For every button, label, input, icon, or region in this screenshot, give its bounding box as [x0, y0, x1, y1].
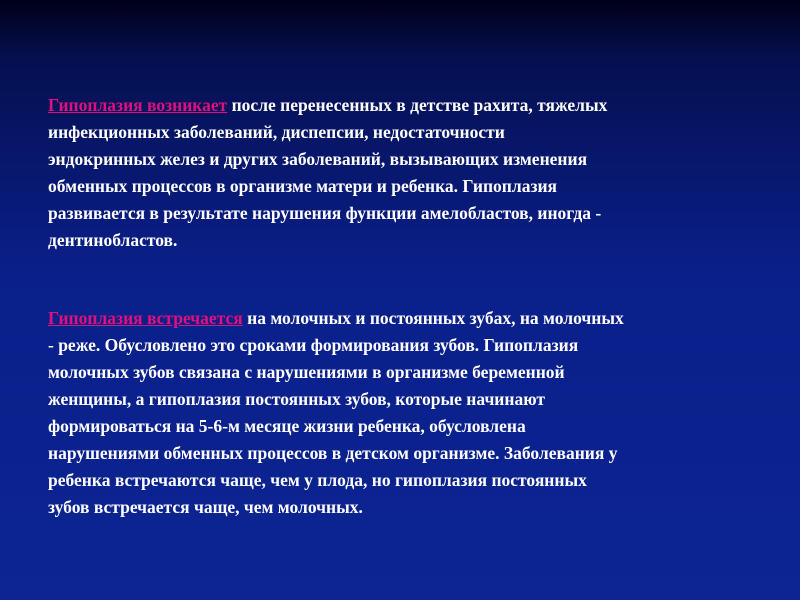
paragraph-line: обменных процессов в организме матери и ребенка. Гипоплазия [48, 176, 558, 196]
line-text: после перенесенных в детстве рахита, тяжелых [227, 95, 608, 115]
paragraph-line [48, 92, 778, 119]
paragraph-line: инфекционных заболеваний, диспепсии, недостаточности [48, 122, 505, 142]
paragraph-line [48, 305, 778, 332]
paragraph-line: нарушениями обменных процессов в детском организме. Заболевания у [48, 443, 618, 463]
line-text: на молочных и постоянных зубах, на молочных [242, 308, 624, 328]
paragraph-line: зубов встречается чаще, чем молочных. [48, 497, 363, 517]
paragraph-hypoplasia-causes [48, 92, 778, 254]
paragraph-line: развивается в результате нарушения функции амелобластов, иногда - [48, 203, 602, 223]
paragraph-line: дентинобластов. [48, 230, 178, 250]
paragraph-line: ребенка встречаются чаще, чем у плода, но гипоплазия постоянных [48, 470, 587, 490]
paragraph-line: - реже. Обусловлено это сроками формирования зубов. Гипоплазия [48, 335, 579, 355]
paragraph-line: женщины, а гипоплазия постоянных зубов, которые начинают [48, 389, 545, 409]
paragraph-line: эндокринных желез и других заболеваний, вызывающих изменения [48, 149, 588, 169]
paragraph-line: формироваться на 5-6-м месяце жизни ребенка, обусловлена [48, 416, 526, 436]
paragraph-line: молочных зубов связана с нарушениями в организме беременной [48, 362, 565, 382]
paragraph-hypoplasia-occurrence [48, 305, 778, 521]
lead-phrase-found: Гипоплазия встречается [48, 308, 243, 328]
lead-phrase-occurs: Гипоплазия возникает [48, 95, 228, 115]
